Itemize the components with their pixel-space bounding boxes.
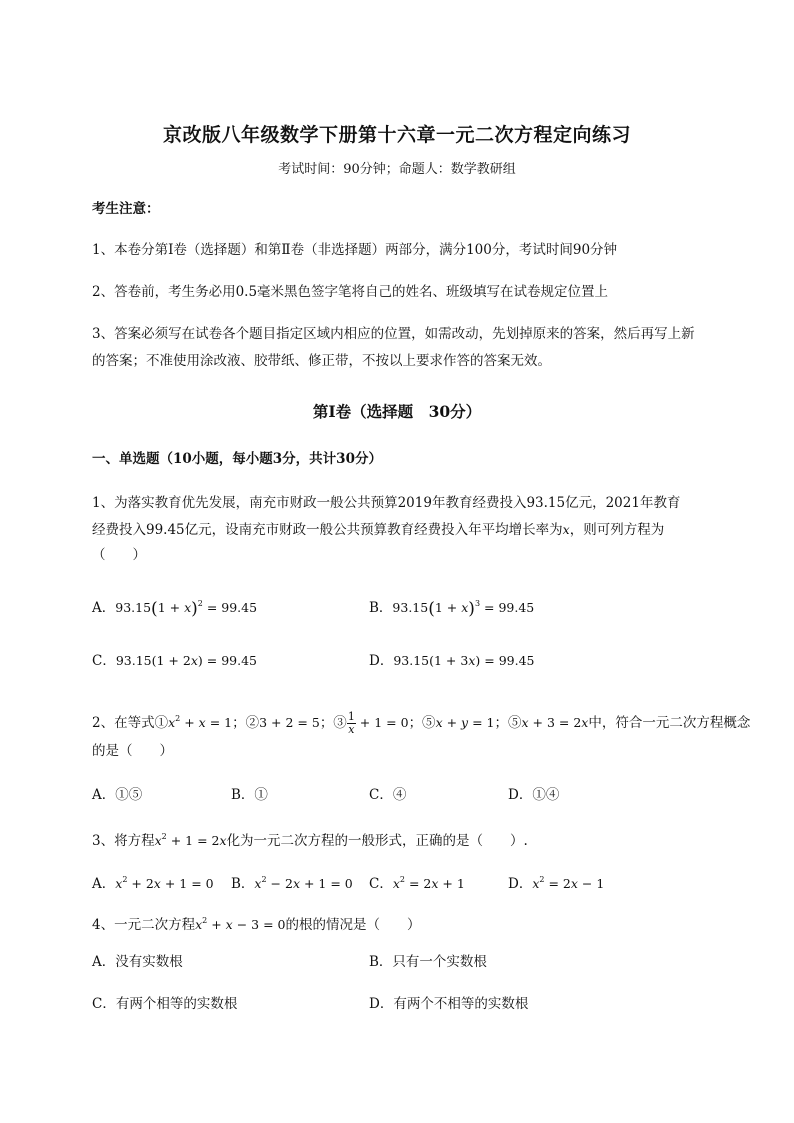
option-label: B． <box>369 600 393 616</box>
q2-option-c[interactable]: C．④ <box>369 787 407 803</box>
part-heading: 一、单选题（10小题，每小题3分，共计30分） <box>92 451 382 467</box>
q1-option-c[interactable] <box>92 647 257 675</box>
q3-option-a[interactable]: A．$x^2 + 2x + 1 = 0$ <box>92 875 214 892</box>
q2-option-a[interactable]: A．①⑤ <box>92 787 143 803</box>
q3-option-c[interactable]: C．$x^2 = 2x + 1$ <box>369 875 465 892</box>
q4-option-b[interactable]: B．只有一个实数根 <box>369 954 487 970</box>
equation: 93.15(1 + 2x) = 99.45 <box>115 653 257 668</box>
notice-item-1: 1、本卷分第Ⅰ卷（选择题）和第Ⅱ卷（非选择题）两部分，满分100分，考试时间90分钟 <box>92 242 618 258</box>
equation: $93.15(1 + x)^3 = 99.45$ <box>392 599 535 619</box>
notice-item-3-cont: 的答案；不准使用涂改液、胶带纸、修正带，不按以上要求作答的答案无效。 <box>92 353 551 369</box>
notice-item-3: 3、答案必须写在试卷各个题目指定区域内相应的位置，如需改动，先划掉原来的答案，然后再写上新 <box>92 326 695 342</box>
q1-option-b[interactable] <box>369 590 534 623</box>
option-label: D． <box>369 653 394 669</box>
q2-option-d[interactable]: D．①④ <box>508 787 560 803</box>
q1-option-d[interactable] <box>369 647 534 675</box>
option-label: C． <box>92 653 116 669</box>
notice-heading: 考生注意： <box>92 201 160 217</box>
equation: 93.15(1 + 3x) = 99.45 <box>393 653 535 668</box>
q1-line-2 <box>92 516 664 544</box>
option-label: A． <box>92 600 116 616</box>
exam-subtitle: 考试时间：90分钟；命题人：数学教研组 <box>278 162 516 177</box>
q3-option-d[interactable]: D．$x^2 = 2x - 1$ <box>508 875 605 892</box>
q4-option-d[interactable]: D．有两个不相等的实数根 <box>369 996 529 1012</box>
q2-line-2: 的是（ ） <box>92 743 173 759</box>
q1-text-end: ，则可列方程为 <box>569 522 665 538</box>
q3-option-b[interactable]: B．$x^2 - 2x + 1 = 0$ <box>231 875 353 892</box>
q2-line-1: 2、在等式$①x^2 + x = 1$；②3 + 2 = 5；③ $\frac{1}{x}$ + 1 = 0；⑤x + y = 1；⑤x + 3 = 2x中，符合一元二次方程概念 <box>92 710 751 736</box>
notice-item-2: 2、答卷前，考生务必用0.5毫米黑色签字笔将自己的姓名、班级填写在试卷规定位置上 <box>92 284 609 300</box>
fraction: $\frac{1}{x}$ <box>347 710 355 736</box>
q1-answer-bracket: （ ） <box>92 547 146 563</box>
q4-option-c[interactable]: C．有两个相等的实数根 <box>92 996 238 1012</box>
q2-option-b[interactable]: B．① <box>231 787 268 803</box>
q4-line-1: 4、一元二次方程$x^2 + x - 3 = 0$的根的情况是（ ） <box>92 916 421 933</box>
q1-option-a[interactable] <box>92 590 257 623</box>
q3-line-1: 3、将方程$x^2 + 1 = 2x$化为一元二次方程的一般形式，正确的是（ ）. <box>92 832 528 849</box>
page-title: 京改版八年级数学下册第十六章一元二次方程定向练习 <box>162 124 631 146</box>
q1-text: 经费投入99.45亿元，设南充市财政一般公共预算教育经费投入年平均增长率为 <box>92 522 563 538</box>
q1-variable: x <box>562 522 570 537</box>
section-title: 第Ⅰ卷（选择题 30分） <box>312 402 482 421</box>
q4-option-a[interactable]: A．没有实数根 <box>92 954 183 970</box>
q1-line-1: 1、为落实教育优先发展，南充市财政一般公共预算2019年教育经费投入93.15亿元，2021年教育 <box>92 495 681 511</box>
equation: $93.15(1 + x)^2 = 99.45$ <box>115 599 258 619</box>
